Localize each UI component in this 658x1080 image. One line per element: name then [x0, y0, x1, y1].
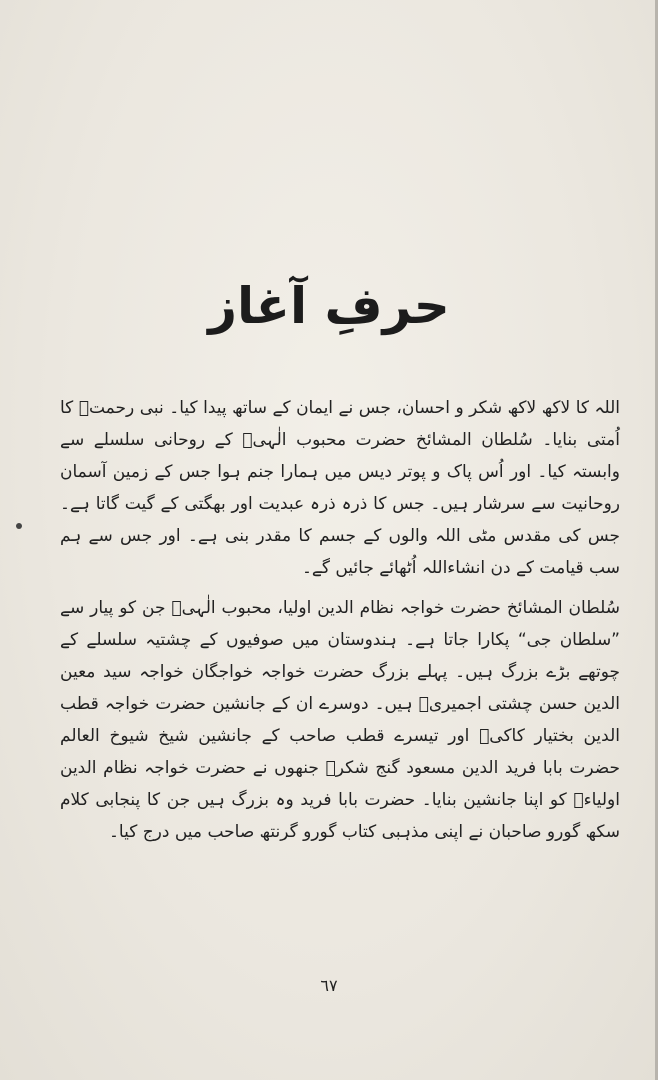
- chapter-heading: حرفِ آغاز: [208, 277, 450, 335]
- paragraph-2: سُلطان المشائخ حضرت خواجہ نظام الدین اولیا، محبوب الٰہیؒ جن کو پیار سے ”سلطان جی“ پکارا جاتا ہے۔ ہندوستان میں صوفیوں کے چشتیہ سلسلے کے چوتھے بڑے بزرگ ہیں۔ پہلے بزرگ حضرت خواجہ خواجگان خواجہ سید معین الدین حسن چشتی اجمیریؒ ہیں۔ دوسرے ان کے جانشین حضرت خواجہ قطب الدین بختیار کاکیؒ اور تیسرے قطب صاحب کے جانشین شیخ شیوخ العالم حضرت بابا فرید الدین مسعود گنج شکرؒ جنھوں نے حضرت خواجہ نظام الدین اولیاءؒ کو اپنا جانشین بنایا۔ حضرت بابا فرید وہ بزرگ ہیں جن کا پنجابی کلام سکھ گورو صاحبان نے اپنی مذہبی کتاب گورو گرنتھ صاحب میں درج کیا۔: [60, 598, 620, 842]
- binding-hole-mark: [16, 523, 22, 529]
- paragraph-1: اللہ کا لاکھ لاکھ شکر و احسان، جس نے ایمان کے ساتھ پیدا کیا۔ نبی رحمتؐ کا اُمتی بنایا۔ سُلطان المشائخ حضرت محبوب الٰہیؒ کے روحانی سلسلے سے وابستہ کیا۔ اور اُس پاک و پوتر دیس میں ہمارا جنم ہوا جس کے زمین آسمان روحانیت سے سرشار ہیں۔ جس کا ذرہ ذرہ عبدیت اور بھگتی کے گیت گاتا ہے۔ جس کی مقدس مٹی اللہ والوں کے جسم کا مقدر بنی ہے۔ اور جس سے ہم سب قیامت کے دن انشاءاللہ اُٹھائے جائیں گے۔: [60, 398, 620, 578]
- page-number: ٦٧: [320, 976, 338, 995]
- body-text: [60, 392, 620, 848]
